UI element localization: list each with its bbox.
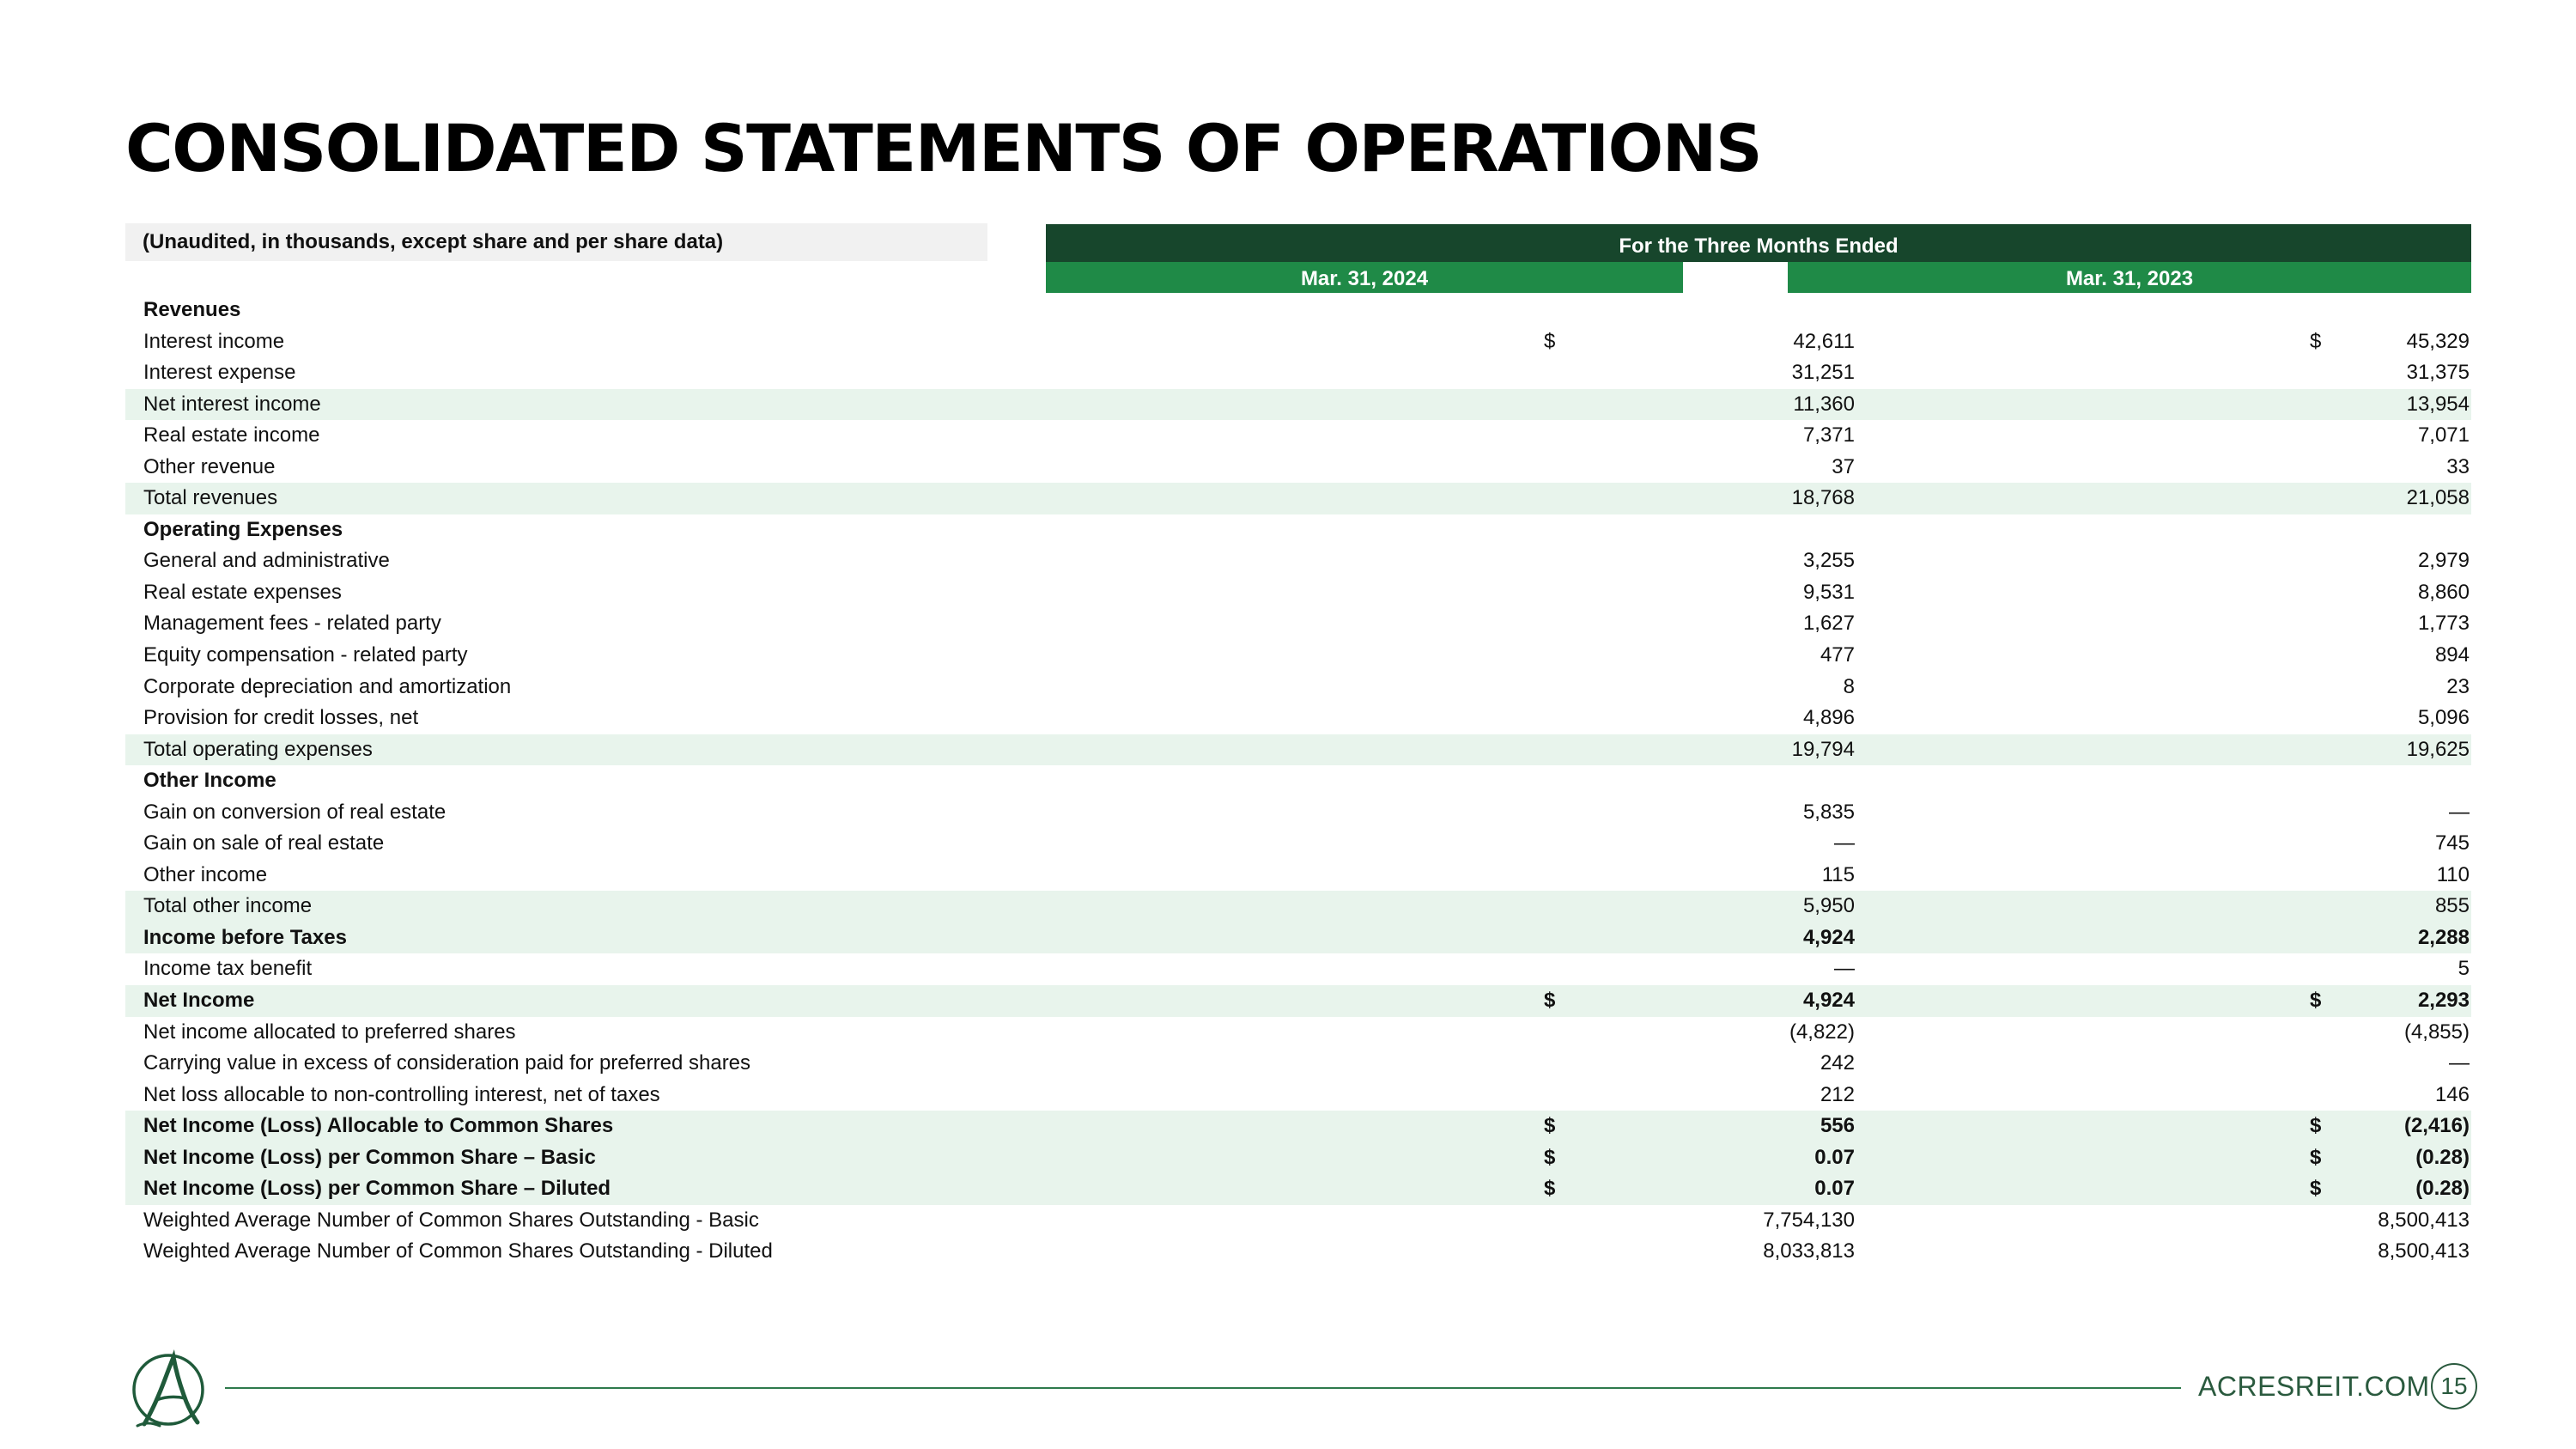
table-row [125, 452, 2471, 484]
value-2024: 4,924 [1802, 989, 1855, 1013]
row-label: General and administrative [143, 549, 390, 573]
row-label: Weighted Average Number of Common Shares Outstanding - Basic [143, 1208, 759, 1232]
value-2024: 1,627 [1802, 612, 1855, 636]
row-label: Gain on sale of real estate [143, 831, 385, 855]
section-heading-row [125, 765, 2471, 797]
column-header-2024: Mar. 31, 2024 [1046, 262, 1683, 293]
value-2023: 23 [2446, 674, 2470, 698]
currency-symbol-2023: $ [2310, 1114, 2322, 1138]
value-2023: — [2449, 800, 2470, 824]
value-2023: 8,860 [2417, 580, 2470, 604]
value-2023: 13,954 [2406, 392, 2470, 416]
value-2024: 242 [1820, 1051, 1855, 1075]
currency-symbol-2023: $ [2310, 1145, 2322, 1169]
row-label: Net Income [143, 989, 255, 1013]
currency-symbol-2023: $ [2310, 1177, 2322, 1201]
value-2024: 11,360 [1793, 392, 1855, 416]
value-2024: 18,768 [1791, 486, 1855, 510]
row-label: Weighted Average Number of Common Shares Outstanding - Diluted [143, 1239, 773, 1263]
value-2024: 5,950 [1802, 894, 1855, 918]
table-row [125, 1111, 2471, 1142]
table-row [125, 357, 2471, 389]
value-2024: 115 [1821, 862, 1855, 886]
row-label: Provision for credit losses, net [143, 706, 419, 730]
value-2024: 9,531 [1802, 580, 1855, 604]
value-2024: 5,835 [1802, 800, 1855, 824]
table-row [125, 389, 2471, 421]
value-2023: 8,500,413 [2378, 1208, 2470, 1232]
value-2023: 8,500,413 [2378, 1239, 2470, 1263]
table-row [125, 1142, 2471, 1174]
footer-divider [225, 1387, 2181, 1389]
value-2023: 146 [2434, 1082, 2470, 1106]
table-row [125, 420, 2471, 452]
table-row [125, 1080, 2471, 1111]
column-header-2023: Mar. 31, 2023 [1788, 262, 2471, 293]
section-heading-row [125, 514, 2471, 546]
value-2024: 19,794 [1791, 737, 1855, 761]
row-label: Other Income [143, 769, 276, 793]
currency-symbol-2024: $ [1544, 1114, 1556, 1138]
section-heading-row [125, 295, 2471, 326]
row-label: Net Income (Loss) Allocable to Common Shares [143, 1114, 614, 1138]
row-label: Equity compensation - related party [143, 643, 468, 667]
row-label: Revenues [143, 298, 241, 321]
currency-symbol-2024: $ [1544, 329, 1556, 353]
value-2024: 4,896 [1802, 706, 1855, 730]
value-2023: (0.28) [2415, 1177, 2470, 1201]
table-row [125, 640, 2471, 672]
row-label: Net Income (Loss) per Common Share – Basic [143, 1145, 596, 1169]
value-2023: 5,096 [2417, 706, 2470, 730]
value-2024: 0.07 [1814, 1177, 1855, 1201]
value-2023: 31,375 [2406, 361, 2470, 385]
table-row [125, 577, 2471, 609]
website-link[interactable]: ACRESREIT.COM [2198, 1371, 2430, 1402]
value-2023: 33 [2446, 454, 2470, 478]
value-2024: 8,033,813 [1763, 1239, 1855, 1263]
page-number: 15 [2431, 1363, 2477, 1409]
row-label: Income before Taxes [143, 925, 347, 949]
value-2023: — [2449, 1051, 2470, 1075]
period-header: For the Three Months Ended [1046, 224, 2471, 262]
value-2024: 556 [1820, 1114, 1855, 1138]
value-2023: 21,058 [2406, 486, 2470, 510]
table-row [125, 1236, 2471, 1268]
currency-symbol-2024: $ [1544, 989, 1556, 1013]
currency-symbol-2023: $ [2310, 989, 2322, 1013]
statement-table [125, 295, 2471, 1268]
row-label: Gain on conversion of real estate [143, 800, 447, 824]
row-label: Total other income [143, 894, 313, 918]
row-label: Other revenue [143, 454, 276, 478]
value-2024: 7,371 [1802, 423, 1855, 447]
value-2024: (4,822) [1789, 1020, 1855, 1044]
row-label: Income tax benefit [143, 957, 313, 981]
row-label: Real estate income [143, 423, 320, 447]
value-2023: 7,071 [2417, 423, 2470, 447]
value-2023: (2,416) [2403, 1114, 2470, 1138]
row-label: Real estate expenses [143, 580, 342, 604]
currency-symbol-2023: $ [2310, 329, 2322, 353]
row-label: Operating Expenses [143, 517, 343, 541]
table-row [125, 1017, 2471, 1049]
value-2023: 2,288 [2417, 925, 2470, 949]
a-monogram-logo [125, 1347, 208, 1429]
value-2023: 45,329 [2406, 329, 2470, 353]
value-2024: — [1834, 957, 1855, 981]
value-2023: 110 [2436, 862, 2470, 886]
value-2024: 477 [1820, 643, 1855, 667]
table-row [125, 985, 2471, 1017]
value-2023: 19,625 [2406, 737, 2470, 761]
value-2023: 5 [2458, 957, 2470, 981]
currency-symbol-2024: $ [1544, 1145, 1556, 1169]
table-row [125, 326, 2471, 358]
row-label: Carrying value in excess of consideration paid for preferred shares [143, 1051, 751, 1075]
value-2024: 7,754,130 [1763, 1208, 1855, 1232]
table-row [125, 1173, 2471, 1205]
value-2024: 8 [1843, 674, 1855, 698]
row-label: Net income allocated to preferred shares [143, 1020, 516, 1044]
value-2023: 855 [2434, 894, 2470, 918]
page-title: CONSOLIDATED STATEMENTS OF OPERATIONS [125, 110, 1762, 186]
row-label: Net loss allocable to non-controlling interest, net of taxes [143, 1082, 660, 1106]
value-2024: 212 [1820, 1082, 1855, 1106]
row-label: Interest income [143, 329, 285, 353]
table-row [125, 703, 2471, 734]
value-2024: 0.07 [1814, 1145, 1855, 1169]
table-row [125, 672, 2471, 703]
row-label: Management fees - related party [143, 612, 441, 636]
row-label: Other income [143, 862, 268, 886]
table-row [125, 922, 2471, 954]
table-row [125, 734, 2471, 766]
table-note: (Unaudited, in thousands, except share and per share data) [125, 223, 987, 261]
value-2023: 745 [2434, 831, 2470, 855]
table-row [125, 608, 2471, 640]
value-2023: 894 [2434, 643, 2470, 667]
row-label: Corporate depreciation and amortization [143, 674, 512, 698]
table-row [125, 953, 2471, 985]
table-row [125, 828, 2471, 860]
value-2023: 1,773 [2417, 612, 2470, 636]
row-label: Total revenues [143, 486, 278, 510]
table-row [125, 483, 2471, 514]
table-row [125, 860, 2471, 892]
value-2024: 37 [1832, 454, 1855, 478]
row-label: Net interest income [143, 392, 321, 416]
currency-symbol-2024: $ [1544, 1177, 1556, 1201]
value-2024: 3,255 [1802, 549, 1855, 573]
table-row [125, 1048, 2471, 1080]
table-row [125, 1205, 2471, 1237]
value-2024: 4,924 [1802, 925, 1855, 949]
table-row [125, 797, 2471, 829]
table-row [125, 891, 2471, 922]
value-2024: 31,251 [1791, 361, 1855, 385]
value-2023: (4,855) [2403, 1020, 2470, 1044]
row-label: Net Income (Loss) per Common Share – Diluted [143, 1177, 611, 1201]
value-2024: — [1834, 831, 1855, 855]
value-2023: 2,979 [2417, 549, 2470, 573]
value-2024: 42,611 [1793, 329, 1855, 353]
table-row [125, 545, 2471, 577]
value-2023: 2,293 [2417, 989, 2470, 1013]
value-2023: (0.28) [2415, 1145, 2470, 1169]
row-label: Interest expense [143, 361, 296, 385]
row-label: Total operating expenses [143, 737, 373, 761]
